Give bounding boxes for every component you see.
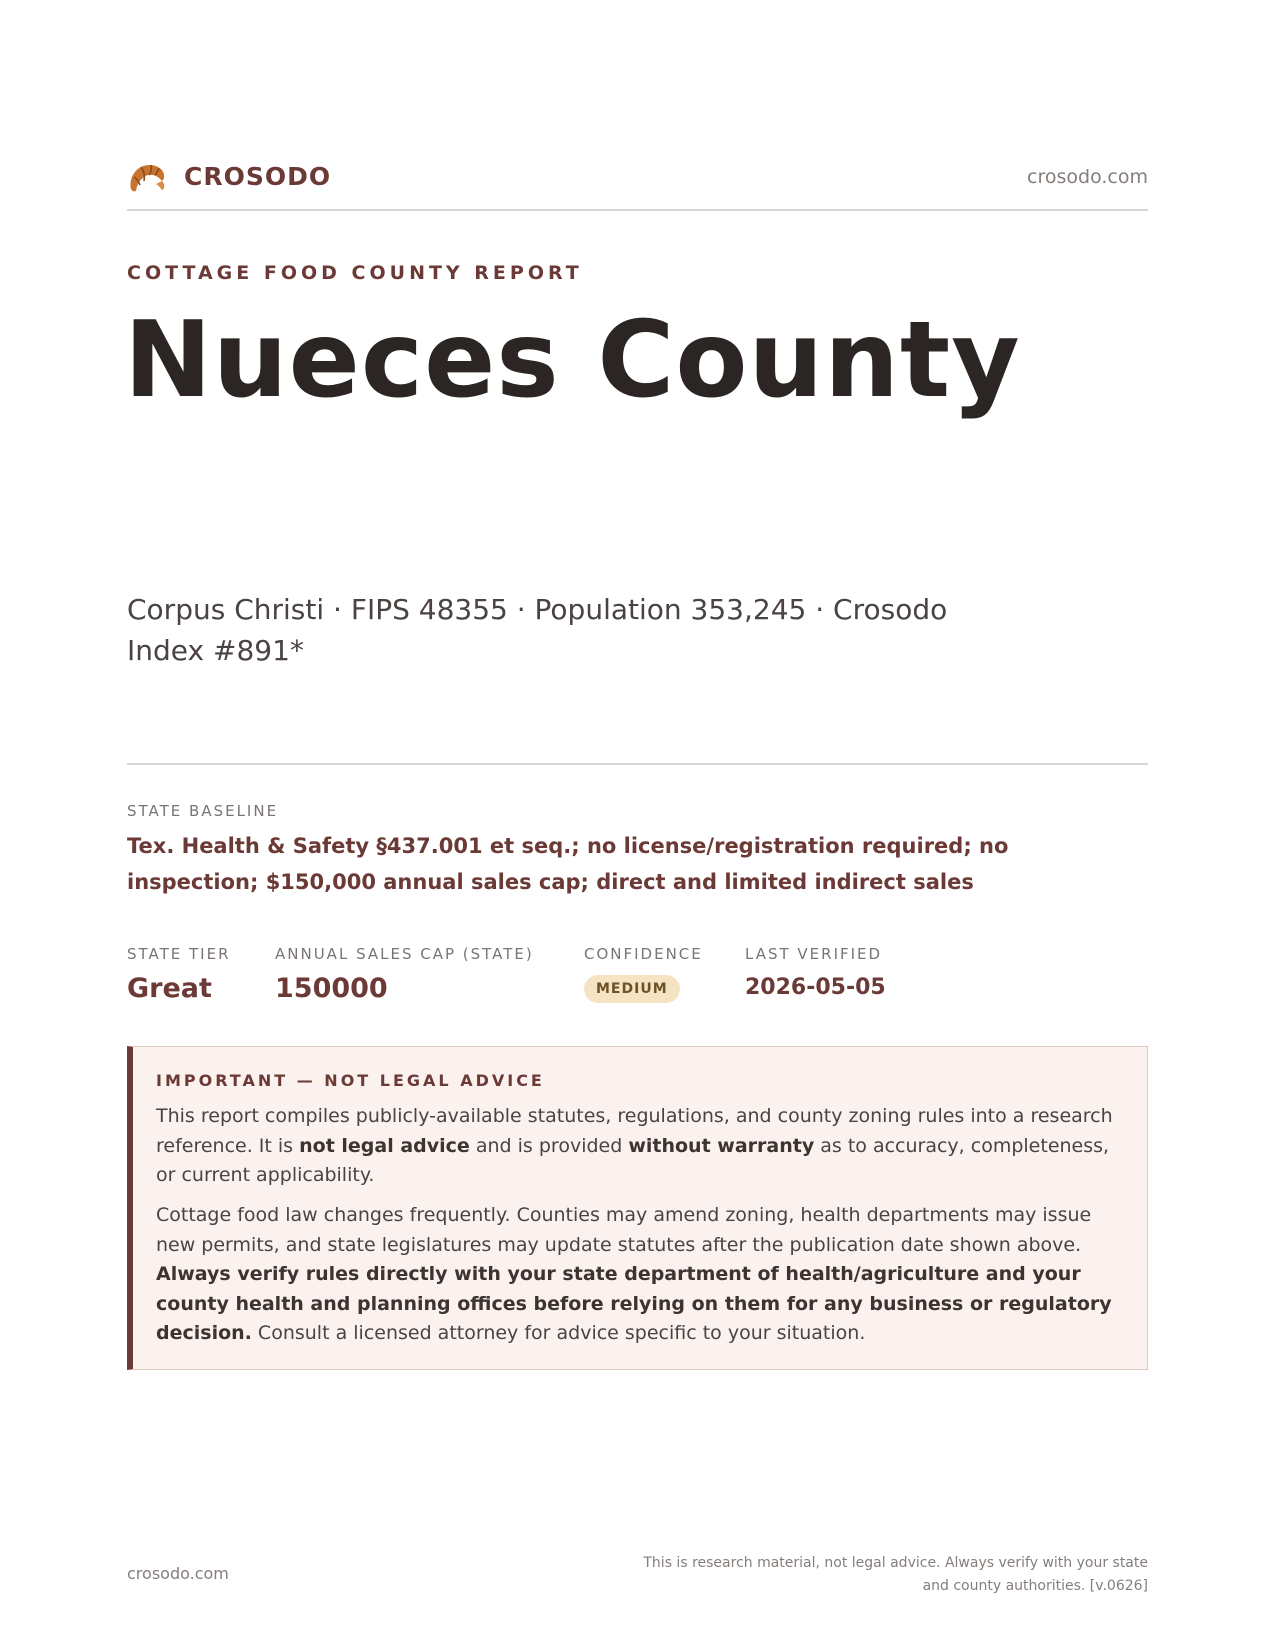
notice-emphasis: without warranty bbox=[628, 1134, 815, 1157]
notice-text: This report compiles publicly-available statutes, regulations, and county zoning rules into a research reference. It is bbox=[156, 1105, 1113, 1157]
stat-label: ANNUAL SALES CAP (STATE) bbox=[275, 945, 534, 963]
stat-value: Great bbox=[127, 973, 212, 1004]
footer-disclaimer-line: This is research material, not legal advice. Always verify with your state bbox=[643, 1555, 1148, 1571]
confidence-badge: MEDIUM bbox=[584, 975, 680, 1003]
footer-disclaimer-line: and county authorities. [v.0626] bbox=[922, 1578, 1148, 1594]
header-divider bbox=[127, 209, 1148, 211]
stat-state-tier bbox=[127, 945, 231, 1004]
report-eyebrow: COTTAGE FOOD COUNTY REPORT bbox=[127, 262, 583, 284]
stat-confidence bbox=[584, 945, 703, 1003]
stat-label: CONFIDENCE bbox=[584, 945, 703, 963]
baseline-text: Tex. Health & Safety §437.001 et seq.; no license/registration required; no inspection; $150,000 annual sales cap; direct and limited indirect sales bbox=[127, 834, 1009, 894]
stat-label: LAST VERIFIED bbox=[745, 945, 883, 963]
notice-emphasis: Always verify rules directly with your state department of health/agriculture and your county health and planning offices before relying on them for any business or regulatory decision. bbox=[156, 1263, 1112, 1344]
notice-text: as to accuracy, completeness, or current applicability. bbox=[156, 1134, 1110, 1186]
county-subtitle: Corpus Christi · FIPS 48355 · Population 353,245 · Crosodo Index #891* bbox=[127, 593, 948, 667]
report-page bbox=[124, 0, 1148, 1650]
stat-value: 2026-05-05 bbox=[745, 975, 886, 1000]
stat-label: STATE TIER bbox=[127, 945, 231, 963]
notice-text: Cottage food law changes frequently. Counties may amend zoning, health departments may issue new permits, and state legislatures may update statutes after the publication date shown above. bbox=[156, 1204, 1092, 1256]
page-header bbox=[127, 156, 1148, 206]
legal-notice-box bbox=[127, 1046, 1148, 1370]
stat-last-verified bbox=[745, 945, 886, 1000]
notice-text: and is provided bbox=[469, 1134, 629, 1157]
page-title: Nueces County bbox=[124, 299, 1021, 421]
notice-paragraph-2 bbox=[156, 1201, 1116, 1349]
notice-text: Consult a licensed attorney for advice specific to your situation. bbox=[251, 1322, 866, 1344]
notice-paragraph-1 bbox=[156, 1102, 1116, 1191]
footer-site[interactable]: crosodo.com bbox=[127, 1564, 229, 1583]
footer-disclaimer bbox=[608, 1552, 1148, 1598]
site-url[interactable]: crosodo.com bbox=[1027, 166, 1148, 188]
stat-value: 150000 bbox=[275, 973, 388, 1004]
section-divider bbox=[127, 763, 1148, 765]
croissant-icon bbox=[127, 159, 167, 197]
baseline-label: STATE BASELINE bbox=[127, 802, 279, 820]
brand-name: CROSODO bbox=[184, 162, 332, 191]
stat-sales-cap bbox=[275, 945, 534, 1004]
notice-emphasis: not legal advice bbox=[299, 1134, 470, 1157]
notice-title: IMPORTANT — NOT LEGAL ADVICE bbox=[156, 1071, 545, 1090]
